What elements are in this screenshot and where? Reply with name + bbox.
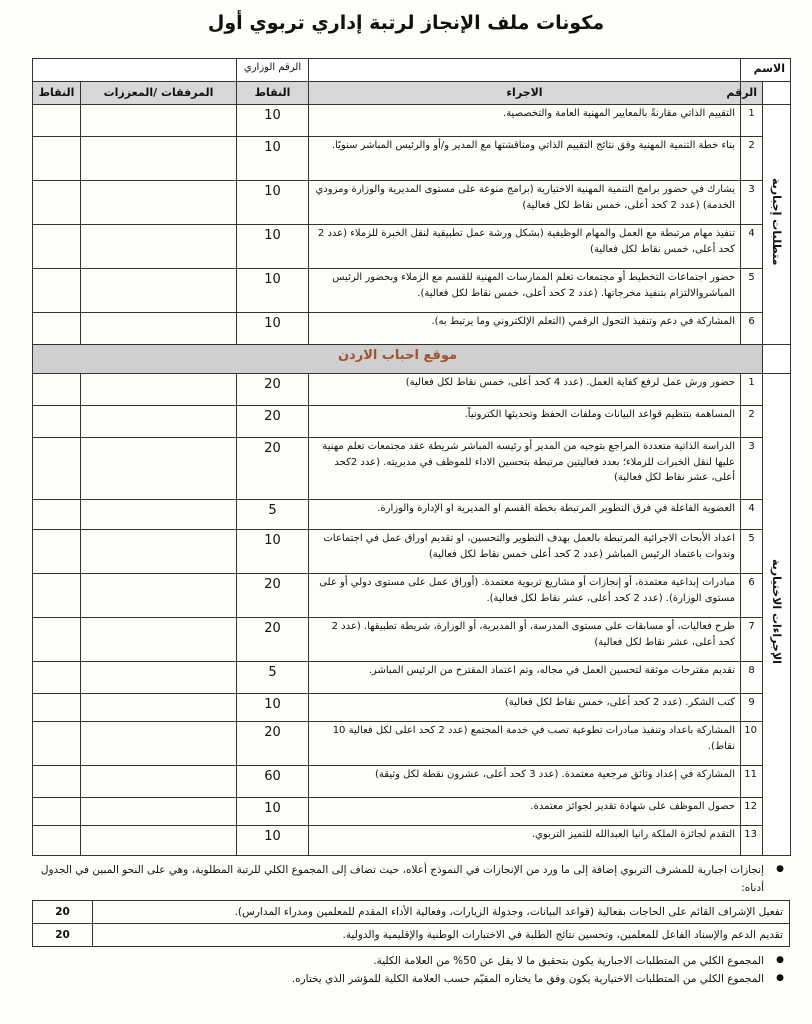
row-attachments bbox=[81, 438, 237, 500]
row-procedure: يشارك في حضور برامج التنمية المهنية الاختيارية (برامج منوعة على مستوى المديرية والوزارة ومزودي الخدمة) (عدد 2 كحد أعلى، خمس نقاط لكل فعالية) bbox=[309, 181, 741, 225]
note-text: ● إنجازات اجبارية للمشرف التربوي إضافة إلى ما ورد من الإنجازات في النموذج أعلاه، حيث تضاف إلى المجموع الكلي للرتبة المطلوبة، وهي على النحو المبين في الجدول أدناه: bbox=[32, 862, 790, 898]
row-procedure: المشاركة في دعم وتنفيذ التحول الرقمي (التعلم الإلكتروني وما يرتبط به). bbox=[309, 313, 741, 345]
row-procedure: التقييم الذاتي مقارنةً بالمعايير المهنية العامة والتخصصية. bbox=[309, 105, 741, 137]
row-points: 10 bbox=[237, 181, 309, 225]
row-procedure: التقدم لجائزة الملكة رانيا العبدالله للتميز التربوي. bbox=[309, 826, 741, 856]
col-procedure-header: الاجراء bbox=[309, 82, 741, 105]
row-number: 12 bbox=[741, 798, 763, 826]
row-points: 10 bbox=[237, 269, 309, 313]
row-procedure: بناء خطة التنمية المهنية وفق نتائج التقييم الذاتي ومناقشتها مع المدير و/أو والرئيس المباشر سنويًا. bbox=[309, 137, 741, 181]
row-points: 20 bbox=[237, 574, 309, 618]
row-points2 bbox=[33, 269, 81, 313]
row-procedure: اعداد الأبحاث الاجرائية المرتبطة بالعمل بهدف التطوير والتحسين، او تقديم اوراق عمل في اجتماعات وندوات باعتماد الرئيس المباشر (عدد 2 كحد أعلى خمس نقاط لكل فعالية) bbox=[309, 530, 741, 574]
note-mandatory-total: ● المجموع الكلي من المتطلبات الاجبارية يكون بتحقيق ما لا يقل عن 50% من العلامة الكلية. bbox=[32, 953, 790, 971]
row-procedure: حصول الموظف على شهادة تقدير لجوائز معتمدة. bbox=[309, 798, 741, 826]
table-row bbox=[33, 500, 791, 530]
row-points: 20 bbox=[237, 438, 309, 500]
table-row bbox=[33, 618, 791, 662]
row-points2 bbox=[33, 618, 81, 662]
row-number: 6 bbox=[741, 574, 763, 618]
achievements-table bbox=[32, 58, 791, 856]
col-number-header: الرقم bbox=[741, 82, 763, 105]
row-number: 11 bbox=[741, 766, 763, 798]
row-points2 bbox=[33, 500, 81, 530]
table-row bbox=[33, 313, 791, 345]
row-procedure: طرح فعاليات، أو مسابقات على مستوى المدرسة، أو المديرية، أو الوزارة، شريطة تطبيقها. (عدد 2 كحد أعلى، عشر نقاط لكل فعالية) bbox=[309, 618, 741, 662]
note-mandatory-extra bbox=[32, 862, 790, 898]
col-attachments-header: المرفقات /المعززات bbox=[81, 82, 237, 105]
table-row bbox=[33, 530, 791, 574]
row-points2 bbox=[33, 826, 81, 856]
row-attachments bbox=[81, 374, 237, 406]
table-row bbox=[33, 694, 791, 722]
row-points: 5 bbox=[237, 662, 309, 694]
extra-text: تقديم الدعم والإسناد الفاعل للمعلمين، وتحسين نتائج الطلبة في الاختبارات الوطنية والإقليمية والدولية. bbox=[93, 924, 790, 947]
row-attachments bbox=[81, 662, 237, 694]
row-points: 20 bbox=[237, 374, 309, 406]
row-number: 3 bbox=[741, 181, 763, 225]
row-attachments bbox=[81, 313, 237, 345]
row-points: 10 bbox=[237, 530, 309, 574]
col-points2-header: النقاط bbox=[33, 82, 81, 105]
row-number: 8 bbox=[741, 662, 763, 694]
table-row bbox=[33, 798, 791, 826]
row-attachments bbox=[81, 798, 237, 826]
row-number: 13 bbox=[741, 826, 763, 856]
row-attachments bbox=[81, 105, 237, 137]
row-points2 bbox=[33, 438, 81, 500]
table-row bbox=[33, 406, 791, 438]
column-header-row bbox=[33, 82, 791, 105]
extra-points: 20 bbox=[33, 924, 93, 947]
site-title: موقع احباب الاردن bbox=[33, 345, 763, 374]
row-procedure: المساهمة بتنظيم قواعد البيانات وملفات الحفظ وتحديثها الكترونياً. bbox=[309, 406, 741, 438]
table-row bbox=[33, 105, 791, 137]
table-row bbox=[33, 374, 791, 406]
row-points2 bbox=[33, 225, 81, 269]
row-number: 2 bbox=[741, 137, 763, 181]
name-label: الاسم bbox=[741, 59, 791, 82]
table-row bbox=[33, 826, 791, 856]
table-row bbox=[33, 225, 791, 269]
row-attachments bbox=[81, 722, 237, 766]
row-points2 bbox=[33, 313, 81, 345]
row-procedure: المشاركة باعداد وتنفيذ مبادرات تطوعية تصب في خدمة المجتمع (عدد 2 كحد اعلى لكل فعالية 10 نقاط). bbox=[309, 722, 741, 766]
col-points-header: النقاط bbox=[237, 82, 309, 105]
row-procedure: العضوية الفاعلة في فرق التطوير المرتبطة بخطة القسم او المديرية او الإدارة والوزارة. bbox=[309, 500, 741, 530]
row-attachments bbox=[81, 406, 237, 438]
table-row bbox=[33, 722, 791, 766]
row-points2 bbox=[33, 105, 81, 137]
row-points2 bbox=[33, 662, 81, 694]
row-points2 bbox=[33, 798, 81, 826]
row-attachments bbox=[81, 181, 237, 225]
ministry-number-label: الرقم الوزاري bbox=[237, 59, 309, 82]
mandatory-section bbox=[33, 105, 791, 345]
extra-row bbox=[33, 901, 790, 924]
row-attachments bbox=[81, 500, 237, 530]
notes-bottom bbox=[32, 953, 790, 989]
row-procedure: تنفيذ مهام مرتبطة مع العمل والمهام الوظيفية (بشكل ورشة عمل تطبيقية لنقل الخبرة للزملاء (عدد 2 كحد أعلى، خمس نقاط لكل فعالية) bbox=[309, 225, 741, 269]
row-points: 10 bbox=[237, 694, 309, 722]
mandatory-section-label bbox=[763, 105, 791, 345]
table-row bbox=[33, 137, 791, 181]
row-points2 bbox=[33, 694, 81, 722]
row-number: 4 bbox=[741, 500, 763, 530]
note-optional-total: ● المجموع الكلي من المتطلبات الاختيارية يكون وفق ما يختاره المقيّم حسب العلامة الكلية للمؤشر الذي يختاره. bbox=[32, 971, 790, 989]
row-number: 5 bbox=[741, 269, 763, 313]
row-attachments bbox=[81, 137, 237, 181]
row-number: 2 bbox=[741, 406, 763, 438]
row-attachments bbox=[81, 766, 237, 798]
row-procedure: كتب الشكر. (عدد 2 كحد أعلى، خمس نقاط لكل فعالية) bbox=[309, 694, 741, 722]
row-points2 bbox=[33, 374, 81, 406]
row-points: 10 bbox=[237, 798, 309, 826]
row-points2 bbox=[33, 722, 81, 766]
row-attachments bbox=[81, 694, 237, 722]
row-points: 10 bbox=[237, 105, 309, 137]
table-row bbox=[33, 181, 791, 225]
row-attachments bbox=[81, 530, 237, 574]
row-procedure: تقديم مقترحات موثقة لتحسين العمل في مجاله، وتم اعتماد المقترح من الرئيس المباشر. bbox=[309, 662, 741, 694]
row-points2 bbox=[33, 137, 81, 181]
name-field bbox=[309, 59, 741, 82]
mandatory-section-label-text: متطلبات إجبارية bbox=[770, 178, 784, 266]
row-procedure: الدراسة الذاتية متعددة المراجع بتوجيه من المدير أو رئيسه المباشر شريطة عقد مجتمعات تعلم مهنية عليها لنقل الخبرات للزملاء؛ بعدد فعاليتين مرتبطة بتحسين الاداء للموظف في مديريته. (عدد 2كحد أعلى، عشر نقاط لكل فعالية) bbox=[309, 438, 741, 500]
row-attachments bbox=[81, 269, 237, 313]
row-number: 10 bbox=[741, 722, 763, 766]
row-procedure: حضور ورش عمل لرفع كفاية العمل. (عدد 4 كحد أعلى، خمس نقاط لكل فعالية) bbox=[309, 374, 741, 406]
row-points2 bbox=[33, 574, 81, 618]
extra-text: تفعيل الإشراف القائم على الحاجات بفعالية (قواعد البيانات، وجدولة الزيارات، وفعالية الأداء المقدم للمعلمين ومدراء المدارس). bbox=[93, 901, 790, 924]
site-title-row bbox=[33, 345, 791, 374]
row-points: 20 bbox=[237, 722, 309, 766]
row-attachments bbox=[81, 618, 237, 662]
row-points2 bbox=[33, 530, 81, 574]
row-attachments bbox=[81, 826, 237, 856]
section-header-cell bbox=[763, 82, 791, 105]
row-points2 bbox=[33, 181, 81, 225]
row-points: 60 bbox=[237, 766, 309, 798]
table-row bbox=[33, 574, 791, 618]
row-points: 5 bbox=[237, 500, 309, 530]
row-procedure: حضور اجتماعات التخطيط أو مجتمعات تعلم الممارسات المهنية للقسم مع الزملاء وبحضور الرئيس المباشروالالتزام بتنفيذ مخرجاتها. (عدد 2 كحد أعلى، خمس نقاط لكل فعالية). bbox=[309, 269, 741, 313]
row-number: 1 bbox=[741, 105, 763, 137]
optional-section-label-text: الإجراءات الاختيارية bbox=[770, 559, 784, 665]
row-number: 5 bbox=[741, 530, 763, 574]
row-procedure: المشاركة في إعداد وثائق مرجعية معتمدة. (عدد 3 كحد أعلى، عشرون نقطة لكل وثيقة) bbox=[309, 766, 741, 798]
row-number: 4 bbox=[741, 225, 763, 269]
extra-row bbox=[33, 924, 790, 947]
row-number: 7 bbox=[741, 618, 763, 662]
table-row bbox=[33, 766, 791, 798]
row-procedure: مبادرات إبداعية معتمدة، أو إنجازات أو مشاريع تربوية معتمدة. (أوراق عمل على مستوى دولي أو على مستوى الوزارة). (عدد 2 كحد أعلى، عشر نقاط لكل فعالية). bbox=[309, 574, 741, 618]
row-number: 6 bbox=[741, 313, 763, 345]
row-number: 9 bbox=[741, 694, 763, 722]
row-points2 bbox=[33, 766, 81, 798]
ministry-number-field bbox=[33, 59, 237, 82]
row-points2 bbox=[33, 406, 81, 438]
table-row bbox=[33, 438, 791, 500]
row-points: 20 bbox=[237, 618, 309, 662]
row-points: 10 bbox=[237, 225, 309, 269]
row-number: 3 bbox=[741, 438, 763, 500]
row-attachments bbox=[81, 574, 237, 618]
optional-section-label bbox=[763, 374, 791, 856]
row-points: 10 bbox=[237, 137, 309, 181]
row-points: 20 bbox=[237, 406, 309, 438]
row-points: 10 bbox=[237, 826, 309, 856]
extra-requirements-table bbox=[32, 900, 790, 947]
page-title: مكونات ملف الإنجاز لرتبة إداري تربوي أول bbox=[207, 12, 605, 34]
row-attachments bbox=[81, 225, 237, 269]
table-row bbox=[33, 662, 791, 694]
extra-points: 20 bbox=[33, 901, 93, 924]
name-row bbox=[33, 59, 791, 82]
row-number: 1 bbox=[741, 374, 763, 406]
optional-section bbox=[33, 374, 791, 856]
row-points: 10 bbox=[237, 313, 309, 345]
table-row bbox=[33, 269, 791, 313]
